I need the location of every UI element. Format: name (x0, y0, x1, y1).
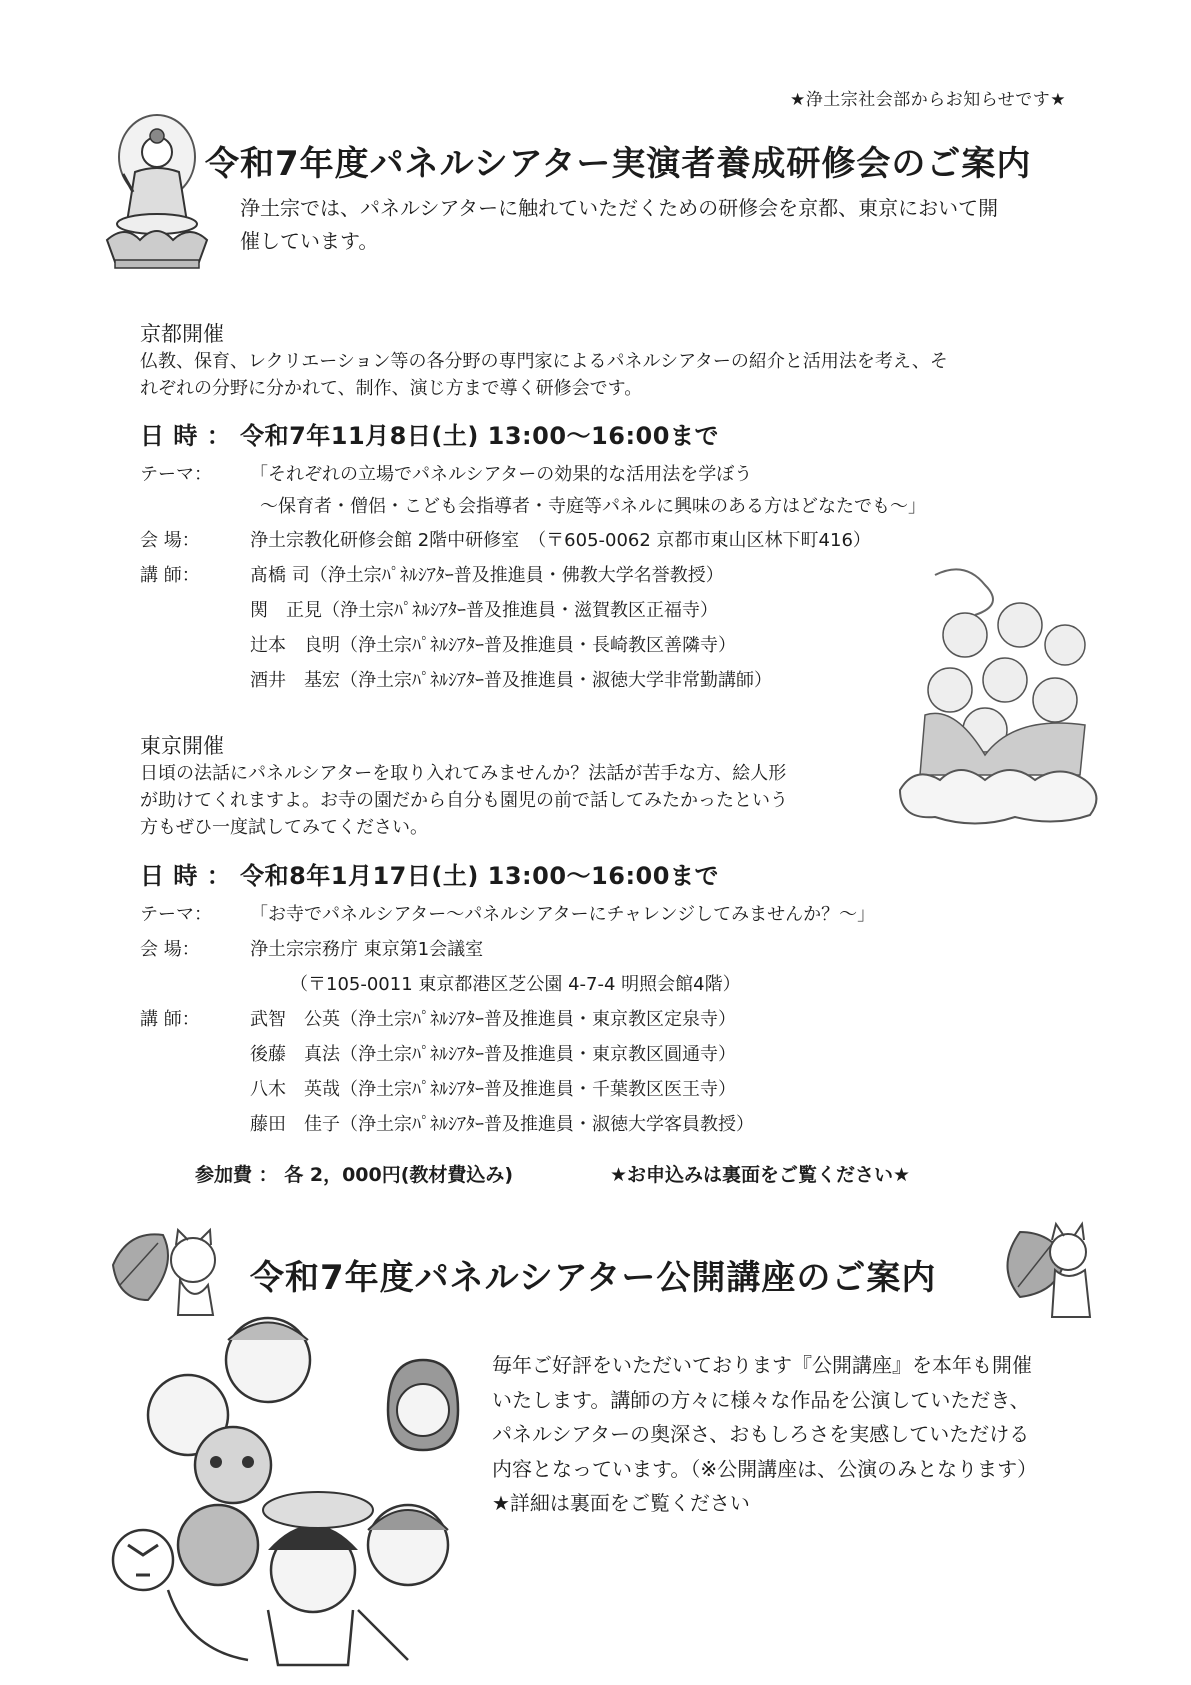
page-title: 令和7年度パネルシアター実演者養成研修会のご案内 (205, 144, 1032, 184)
apply-note: ★お申込みは裏面をご覧ください★ (610, 1164, 911, 1186)
tokyo-lecturer: 藤田 佳子（浄土宗ﾊﾟﾈﾙｼｱﾀｰ普及推進員・淑徳大学客員教授） (250, 1114, 754, 1135)
leaf-cat-right-illustration (990, 1222, 1100, 1322)
kyoto-datetime: 日 時 ： 令和7年11月8日(土) 13:00～16:00まで (140, 422, 719, 450)
kyoto-venue: 浄土宗教化研修会館 2階中研修室 （〒605-0062 京都市東山区林下町416） (250, 530, 871, 551)
kouza-title: 令和7年度パネルシアター公開講座のご案内 (250, 1258, 937, 1298)
intro-text: 浄土宗では、パネルシアターに触れていただくための研修会を京都、東京において開催しています。 (240, 196, 999, 253)
kyoto-lecturer: 酒井 基宏（浄土宗ﾊﾟﾈﾙｼｱﾀｰ普及推進員・淑徳大学非常勤講師） (250, 670, 772, 691)
tokyo-datetime: 日 時 ： 令和8年1月17日(土) 13:00～16:00まで (140, 862, 719, 890)
kouza-line: パネルシアターの奥深さ、おもしろさを実感していただける (492, 1422, 1030, 1446)
tokyo-description-line: 方もぜひ一度試してみてください。 (140, 817, 428, 838)
tokyo-theme: 「お寺でパネルシアター～パネルシアターにチャレンジしてみませんか？～」 (250, 904, 876, 925)
kouza-description (492, 1348, 1102, 1521)
notice-line: ★浄土宗社会部からお知らせです★ (790, 90, 1066, 110)
tokyo-theme-label: テーマ： (140, 904, 212, 925)
tokyo-lecturer-label: 講 師： (140, 1009, 200, 1030)
kyoto-lecturer: 髙橋 司（浄土宗ﾊﾟﾈﾙｼｱﾀｰ普及推進員・佛教大学名誉教授） (250, 565, 724, 586)
tokyo-lecturer: 後藤 真法（浄土宗ﾊﾟﾈﾙｼｱﾀｰ普及推進員・東京教区圓通寺） (250, 1044, 736, 1065)
buddhas-cloud-illustration (895, 565, 1105, 830)
kyoto-heading: 京都開催 (140, 322, 224, 346)
kouza-line: ★詳細は裏面をご覧ください (492, 1491, 750, 1515)
tokyo-venue-address: （〒105-0011 東京都港区芝公園 4-7-4 明照会館4階） (290, 974, 741, 995)
kouza-line: 毎年ご好評をいただいております『公開講座』を本年も開催 (492, 1353, 1032, 1377)
kyoto-venue-label: 会 場： (140, 530, 200, 551)
kouza-line: 内容となっています。（※公開講座は、公演のみとなります） (492, 1456, 1038, 1481)
kyoto-lecturer: 関 正見（浄土宗ﾊﾟﾈﾙｼｱﾀｰ普及推進員・滋賀教区正福寺） (250, 600, 718, 621)
kyoto-theme-label: テーマ： (140, 464, 212, 485)
tokyo-venue-label: 会 場： (140, 939, 200, 960)
tokyo-heading: 東京開催 (140, 734, 224, 758)
kouza-line: いたします。講師の方々に様々な作品を公演していただき、 (492, 1387, 1030, 1412)
buddha-illustration (95, 112, 220, 272)
kyoto-description-line: れぞれの分野に分かれて、制作、演じ方まで導く研修会です。 (140, 378, 643, 399)
tokyo-venue: 浄土宗宗務庁 東京第1会議室 (250, 939, 484, 960)
kyoto-description-line: 仏教、保育、レクリエーション等の各分野の専門家によるパネルシアターの紹介と活用法を考え、そ (140, 351, 948, 372)
kyoto-lecturer: 辻本 良明（浄土宗ﾊﾟﾈﾙｼｱﾀｰ普及推進員・長崎教区善隣寺） (250, 635, 736, 656)
children-illustration (108, 1300, 483, 1670)
kyoto-theme-subtitle: ～保育者・僧侶・こども会指導者・寺庭等パネルに興味のある方はどなたでも～」 (260, 496, 926, 517)
kyoto-lecturer-label: 講 師： (140, 565, 200, 586)
tokyo-description-line: が助けてくれますよ。お寺の園だから自分も園児の前で話してみたかったという (140, 790, 788, 811)
tokyo-description-line: 日頃の法話にパネルシアターを取り入れてみませんか？法話が苦手な方、絵人形 (140, 763, 787, 784)
tokyo-lecturer: 武智 公英（浄土宗ﾊﾟﾈﾙｼｱﾀｰ普及推進員・東京教区定泉寺） (250, 1009, 736, 1030)
kyoto-theme: 「それぞれの立場でパネルシアターの効果的な活用法を学ぼう (250, 464, 753, 485)
tokyo-lecturer: 八木 英哉（浄土宗ﾊﾟﾈﾙｼｱﾀｰ普及推進員・千葉教区医王寺） (250, 1079, 736, 1100)
fee-text: 参加費 ： 各 2，000円(教材費込み) (195, 1164, 514, 1186)
